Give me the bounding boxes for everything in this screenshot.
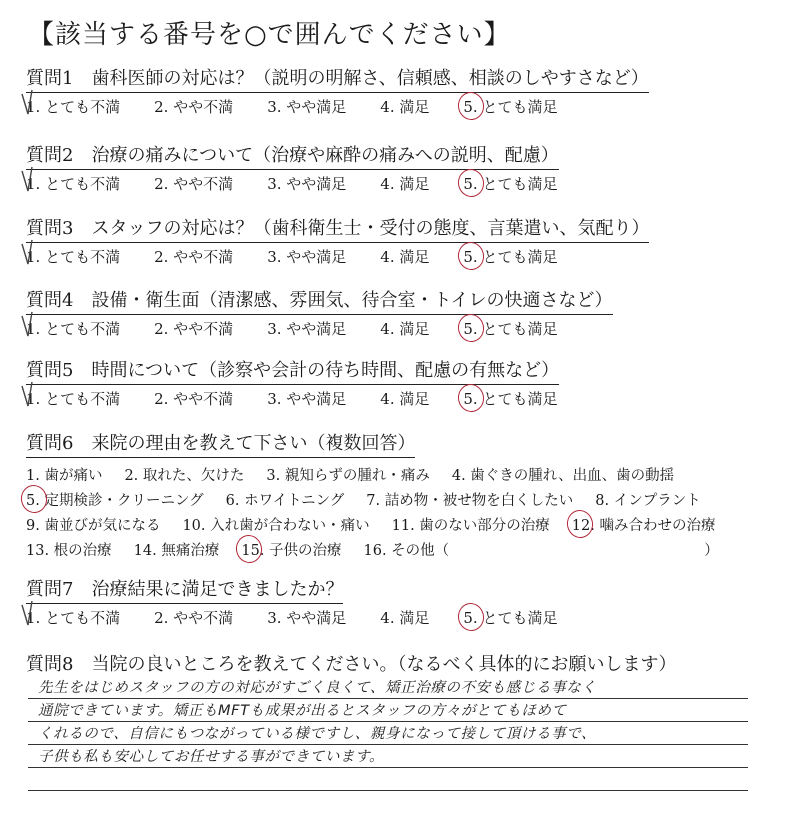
question-label: 質問4 設備・衛生面（清潔感、雰囲気、待合室・トイレの快適さなど） — [26, 286, 613, 315]
reason-option[interactable]: 14. 無痛治療 — [133, 543, 220, 559]
selected-circle-icon — [456, 167, 487, 200]
reason-option[interactable]: 1. 歯が痛い — [26, 468, 103, 484]
reason-option[interactable]: 11. 歯のない部分の治療 — [391, 518, 550, 534]
option-3[interactable]: 3. やや満足 — [267, 320, 347, 338]
answer-options — [26, 96, 776, 117]
question-label: 質問1 歯科医師の対応は？（説明の明解さ、信頼感、相談のしやすさなど） — [26, 64, 649, 93]
question-3 — [26, 214, 776, 267]
checkmark-icon — [20, 238, 38, 268]
checkmark-icon — [20, 599, 38, 629]
option-2[interactable]: 2. やや不満 — [154, 248, 234, 266]
question-1 — [26, 64, 776, 117]
option-1[interactable]: 1. とても不満 — [26, 96, 154, 117]
option-4[interactable]: 4. 満足 — [380, 390, 430, 408]
reason-option[interactable]: 4. 歯ぐきの腫れ、出血、歯の動揺 — [451, 468, 675, 484]
question-5 — [26, 356, 776, 409]
question-4 — [26, 286, 776, 339]
selected-circle-icon — [456, 240, 487, 273]
question-label: 質問8 当院の良いところを教えてください。（なるべく具体的にお願いします） — [26, 654, 677, 675]
handwritten-line: くれるので、自信にもつながっている様ですし、親身になって接して頂ける事で、 — [28, 722, 748, 745]
selected-circle-icon — [456, 312, 487, 345]
question-label: 質問7 治療結果に満足できましたか？ — [26, 575, 343, 604]
option-2[interactable]: 2. やや不満 — [154, 609, 234, 627]
answer-options — [26, 388, 776, 409]
form-title: 【該当する番号を○で囲んでください】 — [28, 20, 511, 50]
reason-option-other[interactable]: 16. その他（ ） — [363, 543, 719, 559]
option-1[interactable]: 1. とても不満 — [26, 607, 154, 628]
question-2 — [26, 141, 776, 194]
checkmark-icon — [20, 165, 38, 195]
option-4[interactable]: 4. 満足 — [380, 175, 430, 193]
question-label: 質問5 時間について（診察や会計の待ち時間、配慮の有無など） — [26, 356, 559, 385]
answer-options — [26, 607, 776, 628]
option-2[interactable]: 2. やや不満 — [154, 320, 234, 338]
option-5[interactable]: 5. とても満足 — [463, 607, 557, 628]
option-1[interactable]: 1. とても不満 — [26, 246, 154, 267]
selected-circle-icon — [456, 382, 487, 415]
option-3[interactable]: 3. やや満足 — [267, 98, 347, 116]
reason-option[interactable]: 3. 親知らずの腫れ・痛み — [266, 468, 430, 484]
question-label: 質問2 治療の痛みについて（治療や麻酔の痛みへの説明、配慮） — [26, 141, 559, 170]
option-2[interactable]: 2. やや不満 — [154, 175, 234, 193]
question-label: 質問6 来院の理由を教えて下さい（複数回答） — [26, 429, 415, 458]
option-5[interactable]: 5. とても満足 — [463, 318, 557, 339]
option-2[interactable]: 2. やや不満 — [154, 390, 234, 408]
reason-option[interactable]: 5. 定期検診・クリーニング — [26, 489, 226, 514]
option-5[interactable]: 5. とても満足 — [463, 388, 557, 409]
option-1[interactable]: 1. とても不満 — [26, 318, 154, 339]
option-2[interactable]: 2. やや不満 — [154, 98, 234, 116]
option-4[interactable]: 4. 満足 — [380, 248, 430, 266]
answer-options — [26, 318, 776, 339]
reason-option[interactable]: 9. 歯並びが気になる — [26, 518, 161, 534]
reason-option[interactable]: 13. 根の治療 — [26, 543, 112, 559]
question-7 — [26, 575, 776, 628]
option-3[interactable]: 3. やや満足 — [267, 175, 347, 193]
reason-option[interactable]: 2. 取れた、欠けた — [124, 468, 245, 484]
reason-options — [26, 464, 776, 564]
reason-option[interactable]: 12. 噛み合わせの治療 — [572, 514, 738, 539]
option-5[interactable]: 5. とても満足 — [463, 173, 557, 194]
reason-option[interactable]: 8. インプラント — [595, 493, 701, 509]
reason-option[interactable]: 15. 子供の治療 — [241, 539, 363, 564]
selected-circle-icon — [456, 601, 487, 634]
question-8 — [26, 650, 776, 678]
option-4[interactable]: 4. 満足 — [380, 320, 430, 338]
question-label: 質問3 スタッフの対応は？（歯科衛生士・受付の態度、言葉遣い、気配り） — [26, 214, 649, 243]
option-3[interactable]: 3. やや満足 — [267, 248, 347, 266]
answer-options — [26, 246, 776, 267]
handwritten-line: 先生をはじめスタッフの方の対応がすごく良くて、矯正治療の不安も感じる事なく — [28, 676, 748, 699]
option-5[interactable]: 5. とても満足 — [463, 246, 557, 267]
option-3[interactable]: 3. やや満足 — [267, 609, 347, 627]
freeform-answer[interactable] — [28, 676, 748, 791]
checkmark-icon — [20, 310, 38, 340]
option-1[interactable]: 1. とても不満 — [26, 173, 154, 194]
option-1[interactable]: 1. とても不満 — [26, 388, 154, 409]
checkmark-icon — [20, 380, 38, 410]
checkmark-icon — [20, 88, 38, 118]
handwritten-line: 子供も私も安心してお任せする事ができています。 — [28, 745, 748, 768]
handwritten-line: 通院できています。矯正もMFTも成果が出るとスタッフの方々がとてもほめて — [28, 699, 748, 722]
option-4[interactable]: 4. 満足 — [380, 98, 430, 116]
question-6 — [26, 429, 776, 564]
answer-options — [26, 173, 776, 194]
reason-option[interactable]: 10. 入れ歯が合わない・痛い — [182, 518, 370, 534]
option-4[interactable]: 4. 満足 — [380, 609, 430, 627]
handwritten-line — [28, 768, 748, 791]
reason-option[interactable]: 7. 詰め物・被せ物を白くしたい — [366, 493, 574, 509]
option-5[interactable]: 5. とても満足 — [463, 96, 557, 117]
selected-circle-icon — [456, 90, 487, 123]
option-3[interactable]: 3. やや満足 — [267, 390, 347, 408]
reason-option[interactable]: 6. ホワイトニング — [225, 493, 345, 509]
